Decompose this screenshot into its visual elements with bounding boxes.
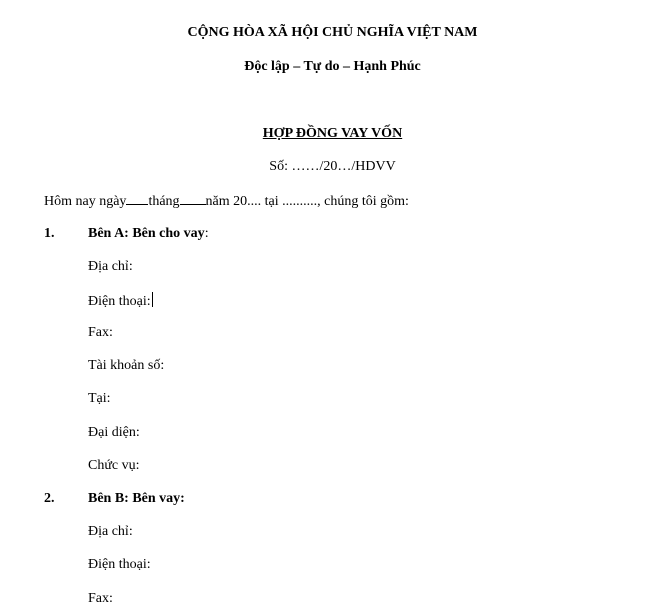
party-b-heading: Bên B: Bên vay: [88,491,185,506]
party-a-position: Chức vụ: [88,458,140,473]
motto-heading: Độc lập – Tự do – Hạnh Phúc [244,59,421,74]
intro-line [44,192,409,210]
intro-month-label: tháng [148,194,180,209]
party-a-heading-colon: : [204,226,209,241]
party-a-address: Địa chỉ: [88,259,133,274]
party-a-representative: Đại diện: [88,425,140,440]
contract-title: HỢP ĐỒNG VAY VỐN [262,126,403,141]
party-b-fax: Fax: [88,591,113,606]
party-b-phone: Điện thoại: [88,557,151,572]
intro-day-label: Hôm nay ngày [44,194,127,209]
intro-rest: năm 20.... tại .........., chúng tôi gồm: [205,194,409,209]
text-cursor [152,292,153,307]
party-a-at: Tại: [88,391,111,406]
party-a-fax: Fax: [88,325,113,340]
party-a-phone-label: Điện thoại: [88,294,151,309]
month-blank[interactable] [180,192,206,205]
contract-number: Số: ……/20…/HDVV [269,159,396,174]
party-a-heading [88,226,209,242]
party-a-phone [88,292,153,310]
party-b-number: 2. [44,491,55,506]
party-b-address: Địa chỉ: [88,524,133,539]
day-blank[interactable] [126,192,148,205]
nation-heading: CỘNG HÒA XÃ HỘI CHỦ NGHĨA VIỆT NAM [187,25,478,40]
party-a-number: 1. [44,226,55,241]
party-a-account: Tài khoản số: [88,358,165,373]
party-a-heading-text: Bên A: Bên cho vay [88,226,205,241]
